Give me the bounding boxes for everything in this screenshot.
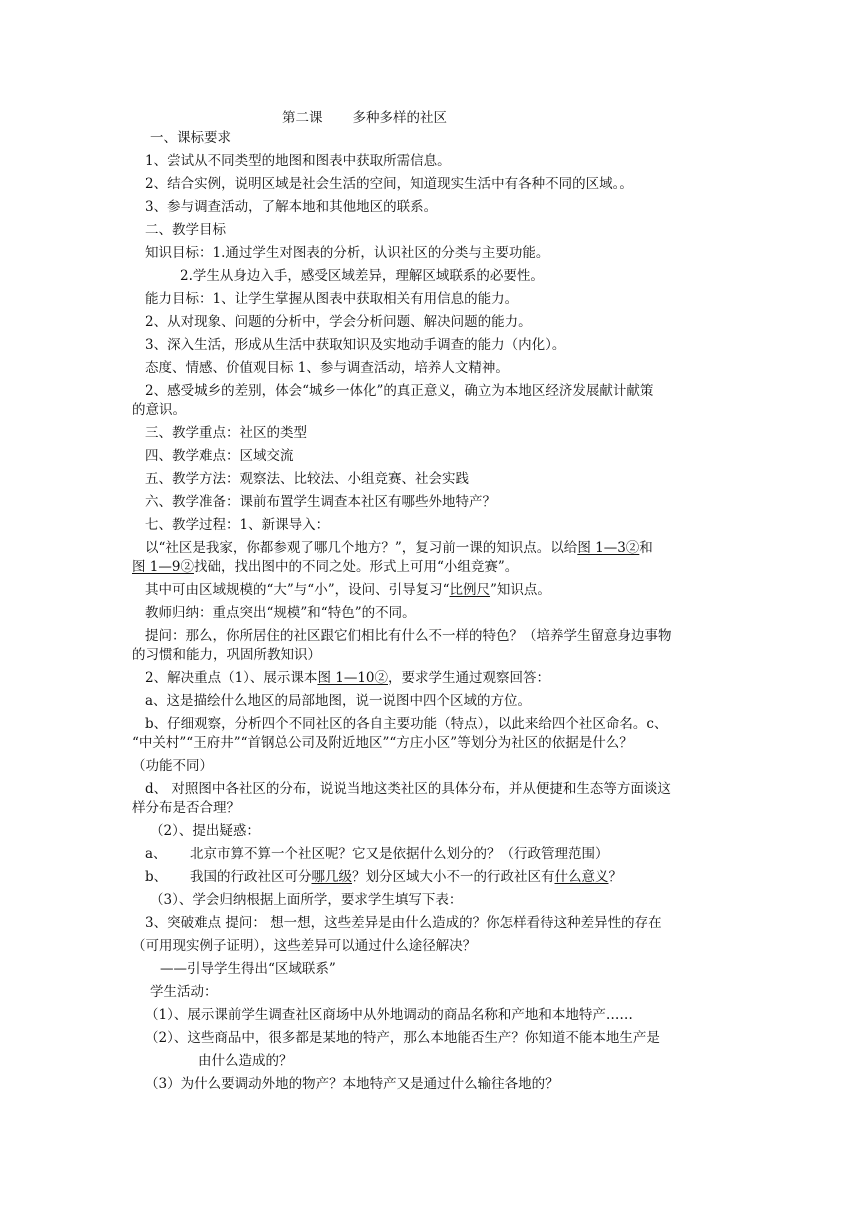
doubt-b-label: b、 [145,869,168,885]
lesson-number: 第二课 [282,110,323,126]
meaning-ref[interactable]: 什么意义 [554,869,609,885]
student-activity-heading: 学生活动： [150,984,218,1000]
standard-item-1: 1、尝试从不同类型的地图和图表中获取所需信息。 [145,153,451,169]
section-key-point: 三、教学重点：社区的类型 [145,425,307,441]
ability-objective-1: 能力目标：1、让学生掌握从图表中获取相关有用信息的能力。 [145,291,519,307]
ability-objective-3: 3、深入生活，形成从生活中获取知识及实地动手调查的能力（内化）。 [145,337,566,353]
question-paragraph: 提问：那么，你所居住的社区跟它们相比有什么不一样的特色？（培养学生留意身边事物 [145,628,672,644]
difficulty-question-cont: （可用现实例子证明），这些差异可以通过什么途径解决？ [132,938,477,954]
lesson-title [282,106,447,126]
section-methods: 五、教学方法：观察法、比较法、小组竞赛、社会实践 [145,471,469,487]
lesson-name: 多种多样的社区 [352,110,447,126]
intro-paragraph-1-cont: 图 1—9②找础，找出图中的不同之处。形式上可用“小组竞赛”。 [132,559,519,575]
section-heading-objectives: 二、教学目标 [145,222,226,238]
doubts-heading: （2）、提出疑惑： [150,823,260,839]
ability-objective-2: 2、从对现象、问题的分析中，学会分析问题、解决问题的能力。 [145,314,532,330]
question-d: d、 对照图中各社区的分布，说说当地这类社区的具体分布，并从便捷和生态等方面谈这 [145,781,671,797]
question-b: b、仔细观察，分析四个不同社区的各自主要功能（特点），以此来给四个社区命名。c、 [145,716,668,732]
attitude-objective-1: 态度、情感、价值观目标 1、参与调查活动，培养人文精神。 [145,360,509,376]
knowledge-objective-2: 2.学生从身边入手，感受区域差异，理解区域联系的必要性。 [180,268,544,284]
intro-paragraph-2: 其中可由区域规模的“大”与“小”，设问、引导复习“比例尺”知识点。 [145,582,551,598]
standard-item-3: 3、参与调查活动，了解本地和其他地区的联系。 [145,199,438,215]
key-point-intro: 2、解决重点（1）、展示课本图 1—10②，要求学生通过观察回答： [145,670,550,686]
activity-1: （1）、展示课前学生调查社区商场中从外地调动的商品名称和产地和本地特产…… [145,1007,633,1023]
scale-ref[interactable]: 比例尺 [449,582,491,598]
figure-ref-1-10[interactable]: 图 1—10② [317,670,388,686]
guide-line: ——引导学生得出“区域联系” [160,961,336,977]
figure-ref-1-9[interactable]: 图 1—9② [132,559,194,575]
question-b-cont: “中关村”“王府井”“首钢总公司及附近地区”“方庄小区”等划分为社区的依据是什么？ [132,735,633,751]
question-d-cont: 样分布是否合理？ [132,800,240,816]
teacher-summary: 教师归纳：重点突出“规模”和“特色”的不同。 [145,605,416,621]
section-difficulty: 四、教学难点：区域交流 [145,448,294,464]
levels-ref[interactable]: 哪几级 [311,869,352,885]
doubt-a-label: a、 [145,846,167,862]
attitude-objective-2: 2、感受城乡的差别，体会“城乡一体化”的真正意义，确立为本地区经济发展献计献策 [145,383,654,399]
attitude-objective-2-cont: 的意识。 [132,402,186,418]
figure-ref-1-3[interactable]: 图 1—3② [577,540,640,556]
section-process: 七、教学过程：1、新课导入： [145,517,330,533]
question-b-answer: （功能不同） [132,758,213,774]
knowledge-objective-1: 知识目标：1.通过学生对图表的分析，认识社区的分类与主要功能。 [145,245,550,261]
standard-item-2: 2、结合实例，说明区域是社会生活的空间，知道现实生活中有各种不同的区域。。 [145,176,633,192]
section-preparation: 六、教学准备：课前布置学生调查本社区有哪些外地特产？ [145,494,496,510]
doubt-a: 北京市算不算一个社区呢？它又是依据什么划分的？（行政管理范围） [190,846,609,862]
section-heading-standards: 一、课标要求 [150,130,231,146]
difficulty-question: 3、突破难点 提问： 想一想，这些差异是由什么造成的？你怎样看待这种差异性的存在 [145,915,662,931]
doubt-b: 我国的行政社区可分哪几级？划分区域大小不一的行政社区有什么意义？ [190,869,622,885]
summarize-heading: （3）、学会归纳根据上面所学，要求学生填写下表： [150,892,463,908]
intro-paragraph-1: 以“社区是我家，你都参观了哪几个地方？”，复习前一课的知识点。以给图 1—3②和 [145,540,653,556]
activity-2-cont: 由什么造成的？ [198,1053,293,1069]
activity-3: （3）为什么要调动外地的物产？本地特产又是通过什么输往各地的？ [145,1076,559,1092]
question-a: a、这是描绘什么地区的局部地图，说一说图中四个区域的方位。 [145,693,532,709]
activity-2: （2）、这些商品中，很多都是某地的特产，那么本地能否生产？你知道不能本地生产是 [145,1030,660,1046]
question-paragraph-cont: 的习惯和能力，巩固所教知识） [132,647,321,663]
